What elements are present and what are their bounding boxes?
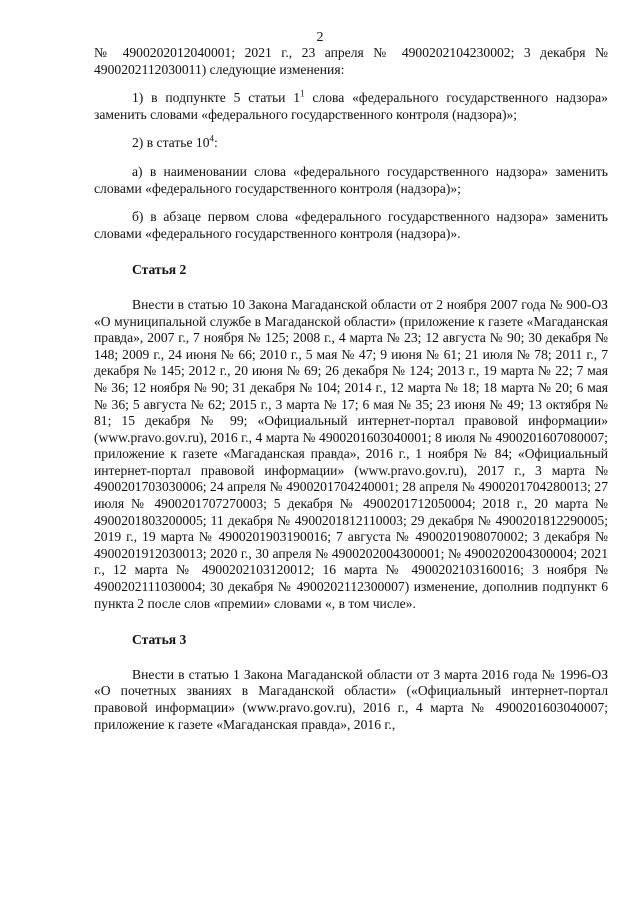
document-body (94, 45, 608, 733)
paragraph-item-1: 1) в подпункте 5 статьи $1^1$ слова «федерального государственного надзора» заменить словами «федерального государственного контроля (надзора)»; (94, 88, 608, 122)
article-2-text: Внести в статью 10 Закона Магаданской области от 2 ноября 2007 года № 900-ОЗ «О муниципальной службе в Магаданской области» (приложение к газете «Магаданская правда», 2007 г., 7 ноября № 125; 2008 г., 4 марта № 23; 12 августа № 90; 30 декабря № 148; 2009 г., 24 июня № 66; 2010 г., 5 мая № 47; 9 июня № 61; 21 июля № 78; 2011 г., 7 декабря № 145; 2012 г., 20 июня № 69; 26 декабря № 124; 2013 г., 19 марта № 22; 7 мая № 36; 12 ноября № 90; 31 декабря № 104; 2014 г., 12 марта № 18; 18 марта № 20; 6 мая № 36; 5 августа № 62; 2015 г., 3 марта № 17; 6 мая № 35; 23 июня № 49; 13 октября № 81; 15 декабря № 99; «Официальный интернет-портал правовой информации» (www.pravo.gov.ru), 2016 г., 4 марта № 4900201603040001; 8 июля № 4900201607080007; приложение к газете «Магаданская правда», 2016 г., 1 ноября № 84; «Официальный интернет-портал правовой информации» (www.pravo.gov.ru), 2017 г., 3 марта № 4900201703030006; 24 апреля № 4900201704240001; 28 апреля № 4900201704280013; 27 июля № 4900201707270003; 5 декабря № 4900201712050004; 2018 г., 20 марта № 4900201803200005; 11 декабря № 4900201812110003; 29 декабря № 4900201812290005; 2019 г., 19 марта № 4900201903190016; 7 августа № 4900201908070002; 3 декабря № 4900201912030013; 2020 г., 30 апреля № 4900202004300001; № 4900202004300004; 2021 г., 12 марта № 4900202103120012; 16 марта № 4900202103160016; 3 ноября № 4900202111030004; 30 декабря № 4900202112300007) изменение, дополнив подпункт 6 пункта 2 после слов «премии» словами «, в том числе». (94, 296, 608, 611)
article-2-heading: Статья 2 (132, 262, 187, 278)
article-3-heading: Статья 3 (132, 632, 187, 648)
paragraph-subitem-a: а) в наименовании слова «федерального государственного надзора» заменить словами «федерального государственного контроля (надзора)»; (94, 163, 608, 196)
paragraph-item-2: 2) в статье $10^4$: (132, 133, 218, 151)
page-number: 2 (316, 30, 324, 45)
superscript: 1 (300, 88, 305, 99)
paragraph-continuation: № 4900202012040001; 2021 г., 23 апреля № 4900202104230002; 3 декабря № 4900202112030011) следующие изменения: (94, 45, 608, 77)
superscript: 4 (209, 133, 215, 144)
article-3-text: Внести в статью 1 Закона Магаданской области от 3 марта 2016 года № 1996-ОЗ «О почетных званиях в Магаданской области» («Официальный интернет-портал правовой информации» (www.pravo.gov.ru), 2016 г., 4 марта № 4900201603040007; приложение к газете «Магаданская правда», 2016 г., (94, 666, 608, 732)
paragraph-subitem-b: б) в абзаце первом слова «федерального государственного надзора» заменить словами «федерального государственного контроля (надзора)». (94, 209, 608, 241)
